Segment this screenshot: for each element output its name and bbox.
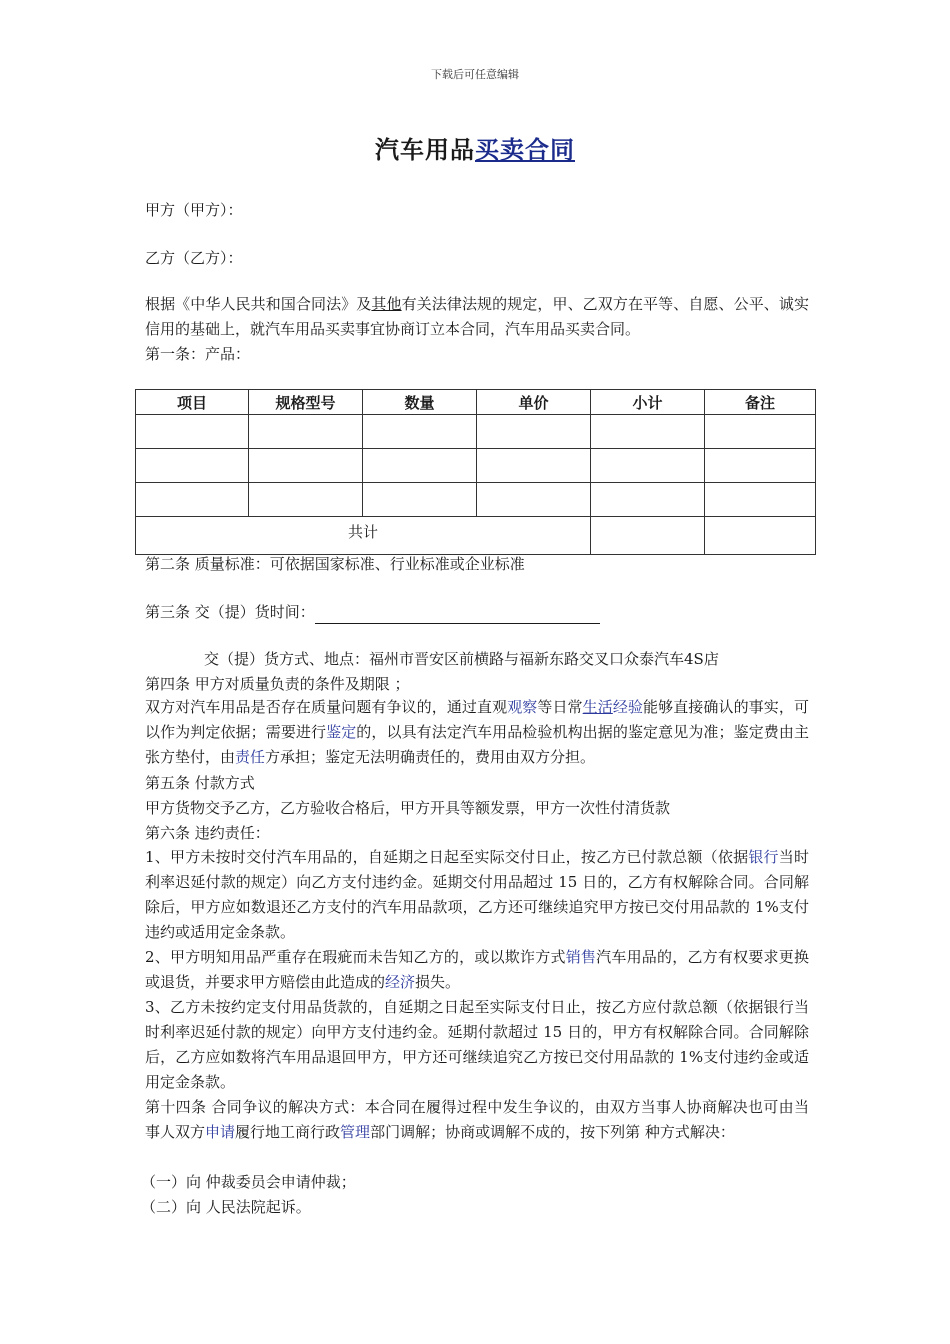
table-cell[interactable]	[363, 449, 477, 483]
link-economy[interactable]: 经济	[385, 973, 416, 991]
table-cell[interactable]	[136, 415, 249, 449]
product-table	[135, 389, 816, 555]
clause-text: 当时利率迟延付款的规定）向乙方支付违约金。延期交付用品超过 15 日的，乙方有权解除合同。合同解除后，甲方应如数退还乙方支付的汽车用品款项，乙方还可继续追究甲方按已交付用品款的 1%支付违约或适用定金条款。	[145, 848, 809, 941]
link-management[interactable]: 管理	[340, 1123, 371, 1141]
total-subtotal-cell[interactable]	[591, 517, 705, 555]
column-header-item: 项目	[136, 390, 249, 415]
article-6-clause-2	[145, 945, 809, 995]
article-4-heading: 第四条 甲方对质量负责的条件及期限 ；	[145, 675, 410, 693]
clause-text: 1、甲方未按时交付汽车用品的，自延期之日起至实际交付日止，按乙方已付款总额（依据	[145, 848, 749, 866]
party-a-line: 甲方（甲方）：	[145, 201, 243, 219]
intro-paragraph	[145, 292, 809, 342]
link-bank[interactable]: 银行	[748, 848, 779, 866]
intro-link-other[interactable]: 其他	[371, 295, 402, 313]
article-3	[145, 600, 600, 624]
table-cell[interactable]	[136, 483, 249, 517]
article-4-body	[145, 695, 809, 770]
intro-text-2: 有关法律法规的规定，甲、乙双方在平等、自愿、公平、诚实信用的基础上，就汽车用品买卖事宜协商订立本合同，汽车用品买卖合同。	[145, 295, 809, 338]
clause-text: 2、甲方明知用品严重存在瑕疵而未告知乙方的，或以欺诈方式	[145, 948, 566, 966]
option-arbitration: （一）向 仲裁委员会申请仲裁；	[141, 1173, 356, 1191]
total-remarks-cell[interactable]	[705, 517, 816, 555]
article-6-clause-3: 3、乙方未按约定支付用品货款的，自延期之日起至实际支付日止，按乙方应付款总额（依据银行当时利率迟延付款的规定）向甲方支付违约金。延期付款超过 15 日的，甲方有权解除合同。合同解除后，乙方应如数将汽车用品退回甲方，甲方还可继续追究乙方按已交付用品款的 1%支付违约金或适用定金条款。	[145, 998, 809, 1091]
table-cell[interactable]	[249, 483, 363, 517]
table-total-row	[136, 517, 816, 555]
article-6-heading: 第六条 违约责任：	[145, 824, 270, 842]
article-6-clause-1	[145, 845, 809, 945]
table-cell[interactable]	[705, 415, 816, 449]
link-sales[interactable]: 销售	[565, 948, 597, 966]
article-5-body: 甲方货物交予乙方，乙方验收合格后，甲方开具等额发票，甲方一次性付清货款	[145, 799, 671, 817]
table-cell[interactable]	[136, 449, 249, 483]
table-cell[interactable]	[363, 483, 477, 517]
total-label: 共计	[136, 517, 591, 555]
article-14-text: 履行地工商行政	[235, 1123, 341, 1141]
table-cell[interactable]	[705, 483, 816, 517]
article-4-text: 等日常	[537, 698, 583, 716]
article-4-text: 方承担；鉴定无法明确责任的，费用由双方分担。	[265, 748, 596, 766]
table-cell[interactable]	[477, 483, 591, 517]
clause-text: 损失。	[415, 973, 461, 991]
article-14-text: 第十四条 合同争议的解决方式：本合同在履得过程中发生争议的，由双方当事人协商解决也可由当事人双方	[145, 1098, 809, 1141]
table-cell[interactable]	[591, 449, 705, 483]
column-header-spec: 规格型号	[249, 390, 363, 415]
link-appraisal[interactable]: 鉴定	[326, 723, 357, 741]
title-link[interactable]: 买卖合同	[475, 136, 575, 164]
table-cell[interactable]	[363, 415, 477, 449]
article-3-label: 第三条 交（提）货时间：	[145, 603, 315, 621]
title-prefix: 汽车用品	[375, 136, 475, 164]
link-life[interactable]: 生活	[582, 698, 613, 716]
table-cell[interactable]	[249, 449, 363, 483]
article-14-text: 部门调解；协商或调解不成的，按下列第 种方式解决：	[370, 1123, 735, 1141]
table-row	[136, 483, 816, 517]
article-5-heading: 第五条 付款方式	[145, 774, 255, 792]
table-cell[interactable]	[705, 449, 816, 483]
party-b-line: 乙方（乙方）：	[145, 249, 243, 267]
article-4-text: 双方对汽车用品是否存在质量问题有争议的，通过直观	[145, 698, 508, 716]
link-experience[interactable]: 经验	[612, 698, 644, 716]
table-cell[interactable]	[477, 415, 591, 449]
intro-text-1: 根据《中华人民共和国合同法》及	[145, 295, 372, 313]
table-row	[136, 415, 816, 449]
article-4-text: 能够直接确认的事实，可以作为判定依据；需要进行	[145, 698, 809, 741]
delivery-time-blank[interactable]	[315, 605, 600, 624]
column-header-unit-price: 单价	[477, 390, 591, 415]
delivery-method: 交（提）货方式、地点：福州市晋安区前横路与福新东路交叉口众泰汽车4S店	[204, 650, 719, 668]
article-14	[145, 1095, 809, 1145]
table-cell[interactable]	[591, 483, 705, 517]
option-court: （二）向 人民法院起诉。	[141, 1198, 311, 1216]
page-header: 下载后可任意编辑	[431, 68, 519, 81]
column-header-subtotal: 小计	[591, 390, 705, 415]
article-2: 第二条 质量标准：可依据国家标准、行业标准或企业标准	[145, 555, 525, 573]
link-responsibility[interactable]: 责任	[235, 748, 266, 766]
link-observe[interactable]: 观察	[507, 698, 538, 716]
table-cell[interactable]	[249, 415, 363, 449]
contract-title	[0, 130, 950, 165]
table-cell[interactable]	[477, 449, 591, 483]
table-row	[136, 449, 816, 483]
article-1-heading: 第一条：产品：	[145, 345, 251, 363]
link-apply[interactable]: 申请	[205, 1123, 236, 1141]
clause-text: 汽车用品的，乙方有权要求更换或退货，并要求甲方赔偿由此造成的	[145, 948, 809, 991]
column-header-remarks: 备注	[705, 390, 816, 415]
table-header-row	[136, 390, 816, 415]
table-cell[interactable]	[591, 415, 705, 449]
column-header-quantity: 数量	[363, 390, 477, 415]
article-4-text: 的，以具有法定汽车用品检验机构出据的鉴定意见为准；鉴定费由主张方垫付，由	[145, 723, 809, 766]
